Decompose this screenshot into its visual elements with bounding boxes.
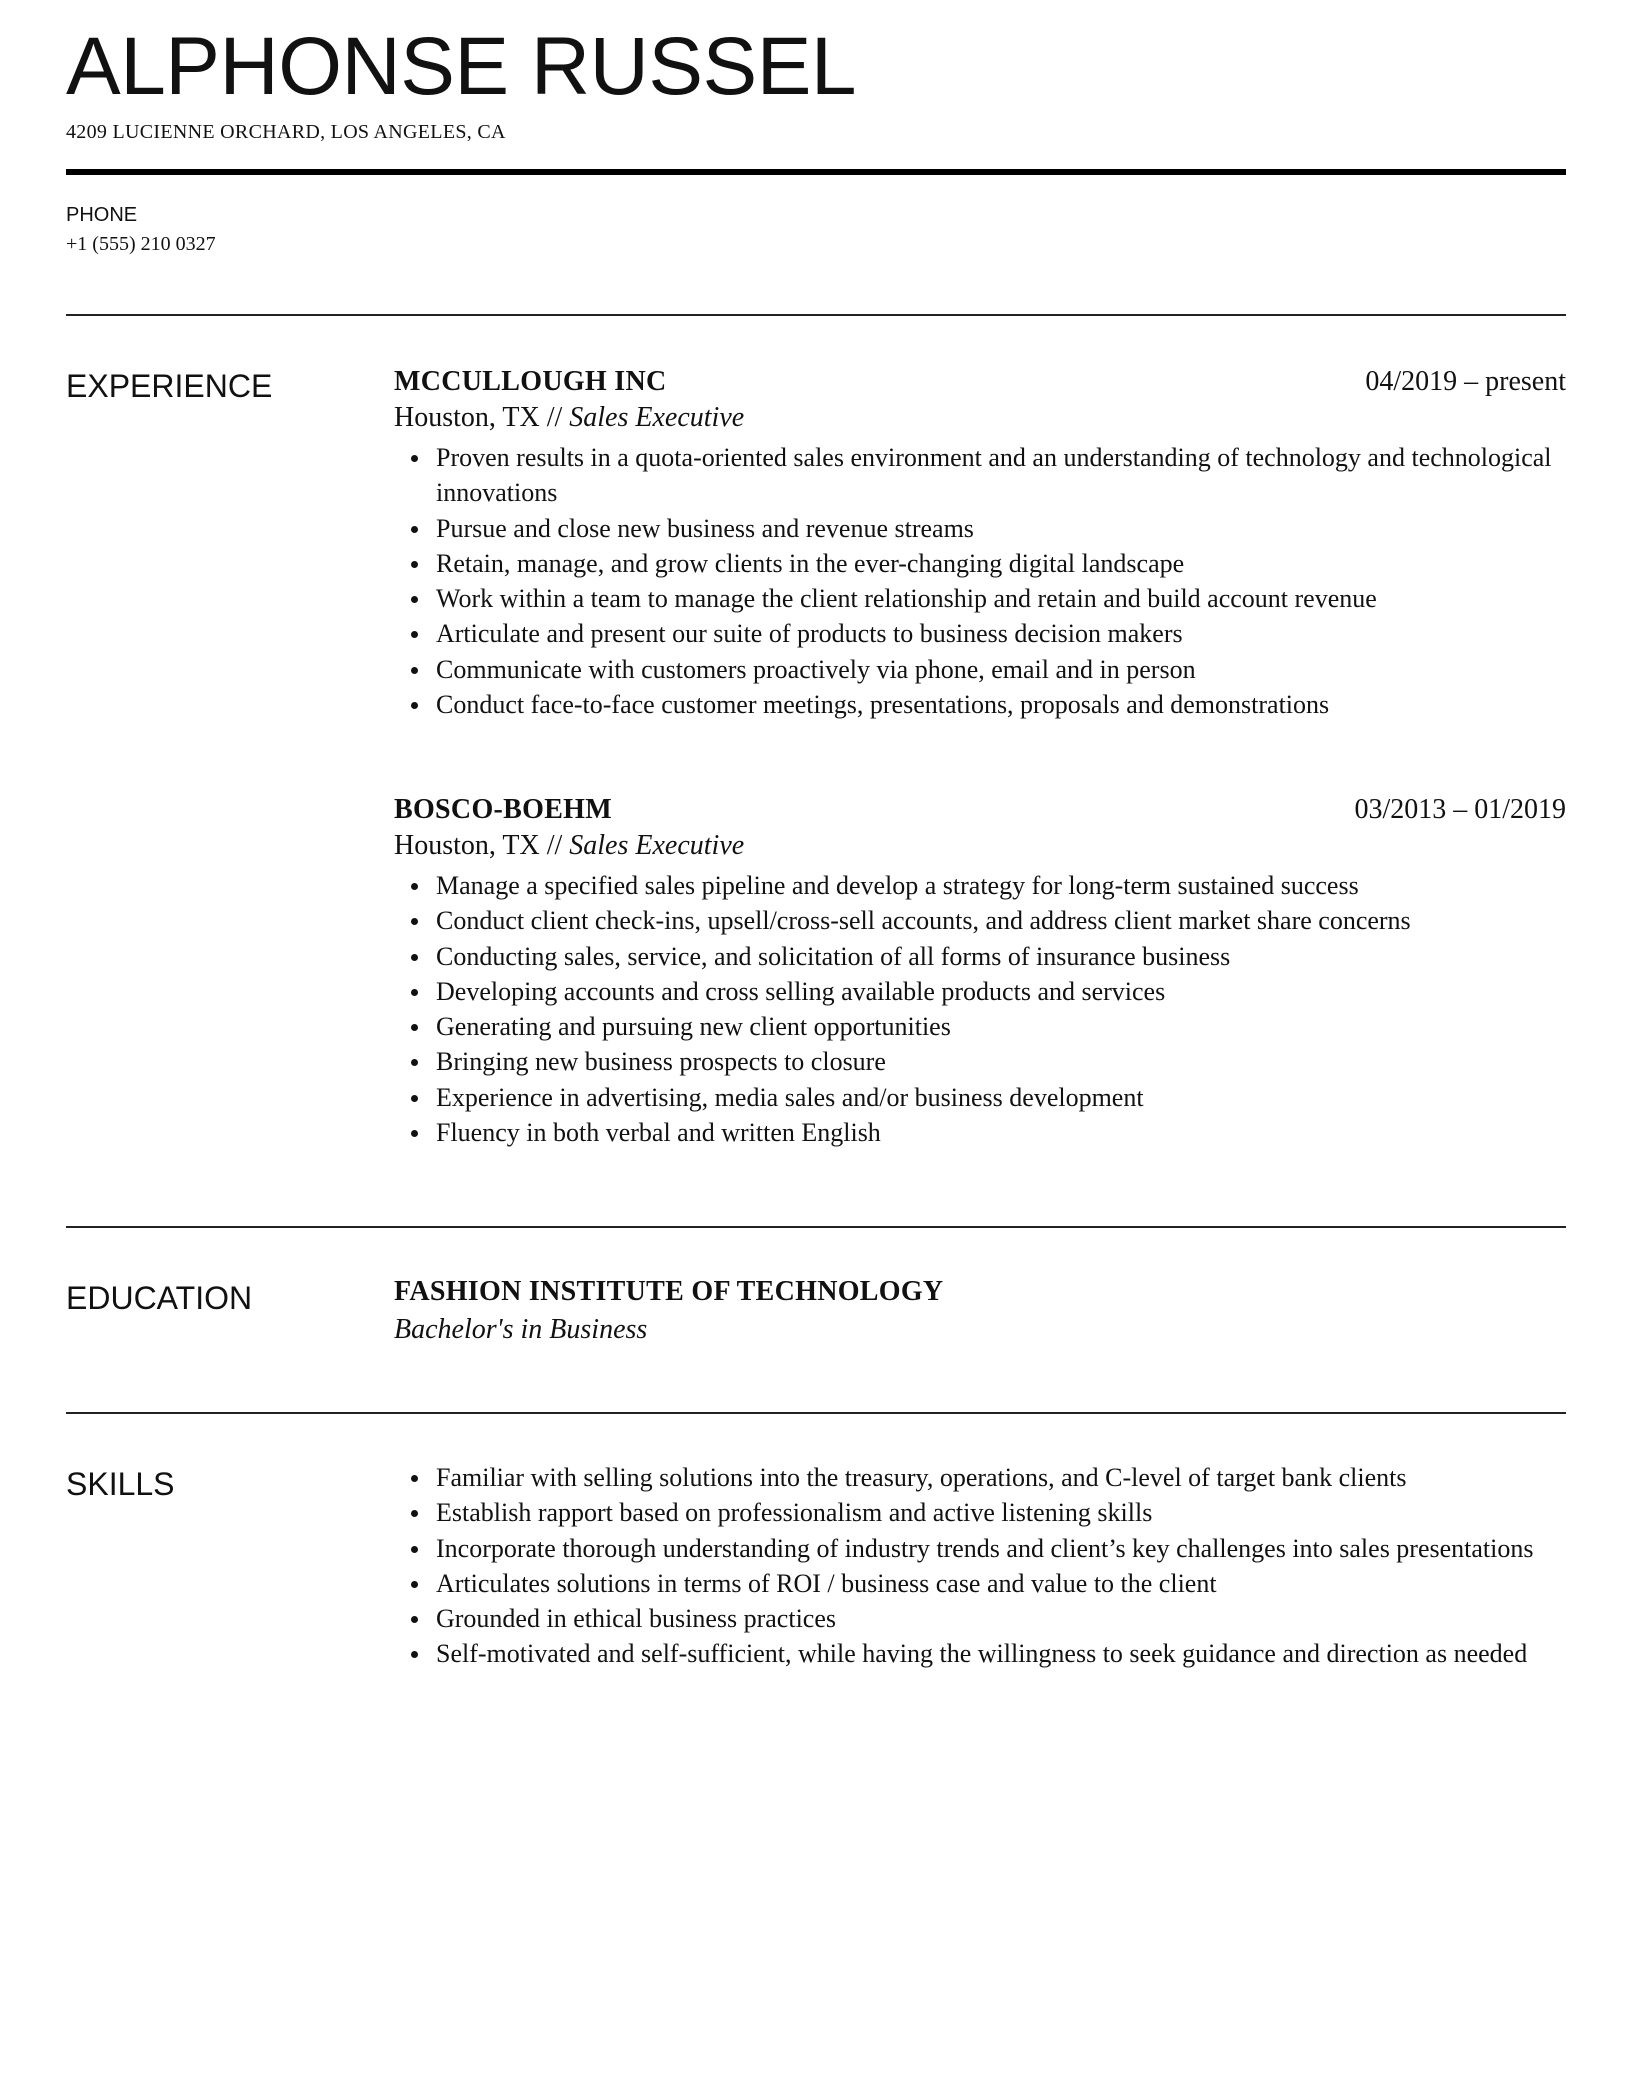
education-section (394, 1274, 1566, 1350)
bullet-icon (411, 954, 418, 961)
job-separator: // (546, 830, 563, 861)
bullet-icon (411, 1651, 418, 1658)
bullet-icon (411, 918, 418, 925)
job-company: BOSCO-BOEHM (394, 794, 612, 825)
job-location-role (394, 828, 1566, 868)
list-item: Pursue and close new business and revenue streams (394, 511, 1566, 546)
list-item: Retain, manage, and grow clients in the ever-changing digital landscape (394, 546, 1566, 581)
job-entry (394, 792, 1566, 1150)
bullet-icon (411, 667, 418, 674)
list-item: Experience in advertising, media sales and/or business development (394, 1080, 1566, 1115)
bullet-icon (411, 1616, 418, 1623)
section-divider (66, 1226, 1566, 1228)
skills-title: SKILLS (66, 1466, 175, 1502)
bullet-icon (411, 631, 418, 638)
list-item: Generating and pursuing new client opportunities (394, 1009, 1566, 1044)
list-item: Proven results in a quota-oriented sales environment and an understanding of technology and technological innovations (394, 440, 1566, 511)
degree: Bachelor's in Business (394, 1314, 648, 1345)
bullet-icon (411, 526, 418, 533)
list-item: Grounded in ethical business practices (394, 1601, 1566, 1636)
list-item: Incorporate thorough understanding of industry trends and client’s key challenges into sales presentations (394, 1531, 1566, 1566)
school-name: FASHION INSTITUTE OF TECHNOLOGY (394, 1276, 944, 1307)
job-entry (394, 364, 1566, 722)
bullet-icon (411, 1024, 418, 1031)
list-item: Familiar with selling solutions into the treasury, operations, and C-level of target bank clients (394, 1460, 1566, 1495)
bullet-icon (411, 561, 418, 568)
list-item: Bringing new business prospects to closure (394, 1044, 1566, 1079)
list-item: Work within a team to manage the client relationship and retain and build account revenue (394, 581, 1566, 616)
section-divider (66, 314, 1566, 316)
bullet-icon (411, 1510, 418, 1517)
candidate-address: 4209 LUCIENNE ORCHARD, LOS ANGELES, CA (66, 121, 506, 143)
list-item: Conduct face-to-face customer meetings, presentations, proposals and demonstrations (394, 687, 1566, 722)
bullet-icon (411, 1095, 418, 1102)
bullet-icon (411, 1581, 418, 1588)
bullet-icon (411, 1475, 418, 1482)
education-title: EDUCATION (66, 1280, 253, 1316)
section-divider (66, 1412, 1566, 1414)
skills-section (394, 1460, 1566, 1672)
bullet-icon (411, 883, 418, 890)
list-item: Articulate and present our suite of products to business decision makers (394, 616, 1566, 651)
list-item: Articulates solutions in terms of ROI / business case and value to the client (394, 1566, 1566, 1601)
list-item: Communicate with customers proactively via phone, email and in person (394, 652, 1566, 687)
job-bullets (394, 868, 1566, 1150)
bullet-icon (411, 989, 418, 996)
skills-list (394, 1460, 1566, 1672)
phone-value: +1 (555) 210 0327 (66, 233, 216, 255)
list-item: Developing accounts and cross selling available products and services (394, 974, 1566, 1009)
experience-title: EXPERIENCE (66, 368, 273, 404)
job-role: Sales Executive (569, 830, 745, 861)
list-item: Conducting sales, service, and solicitation of all forms of insurance business (394, 939, 1566, 974)
bullet-icon (411, 1130, 418, 1137)
list-item: Fluency in both verbal and written English (394, 1115, 1566, 1150)
list-item: Manage a specified sales pipeline and develop a strategy for long-term sustained success (394, 868, 1566, 903)
list-item: Establish rapport based on professionalism and active listening skills (394, 1495, 1566, 1530)
bullet-icon (411, 1546, 418, 1553)
job-location: Houston, TX (394, 402, 540, 433)
job-company: MCCULLOUGH INC (394, 366, 667, 397)
job-role: Sales Executive (569, 402, 745, 433)
job-dates: 03/2013 – 01/2019 (1354, 794, 1566, 825)
bullet-icon (411, 455, 418, 462)
list-item: Conduct client check-ins, upsell/cross-sell accounts, and address client market share concerns (394, 903, 1566, 938)
job-separator: // (546, 402, 563, 433)
bullet-icon (411, 1059, 418, 1066)
bullet-icon (411, 596, 418, 603)
job-dates: 04/2019 – present (1365, 366, 1566, 397)
job-location-role (394, 400, 1566, 440)
bullet-icon (411, 702, 418, 709)
phone-label: PHONE (66, 204, 138, 226)
job-location: Houston, TX (394, 830, 540, 861)
job-bullets (394, 440, 1566, 722)
candidate-name: ALPHONSE RUSSEL (66, 21, 856, 112)
list-item: Self-motivated and self-sufficient, while having the willingness to seek guidance and direction as needed (394, 1636, 1566, 1671)
header-divider (66, 169, 1566, 175)
